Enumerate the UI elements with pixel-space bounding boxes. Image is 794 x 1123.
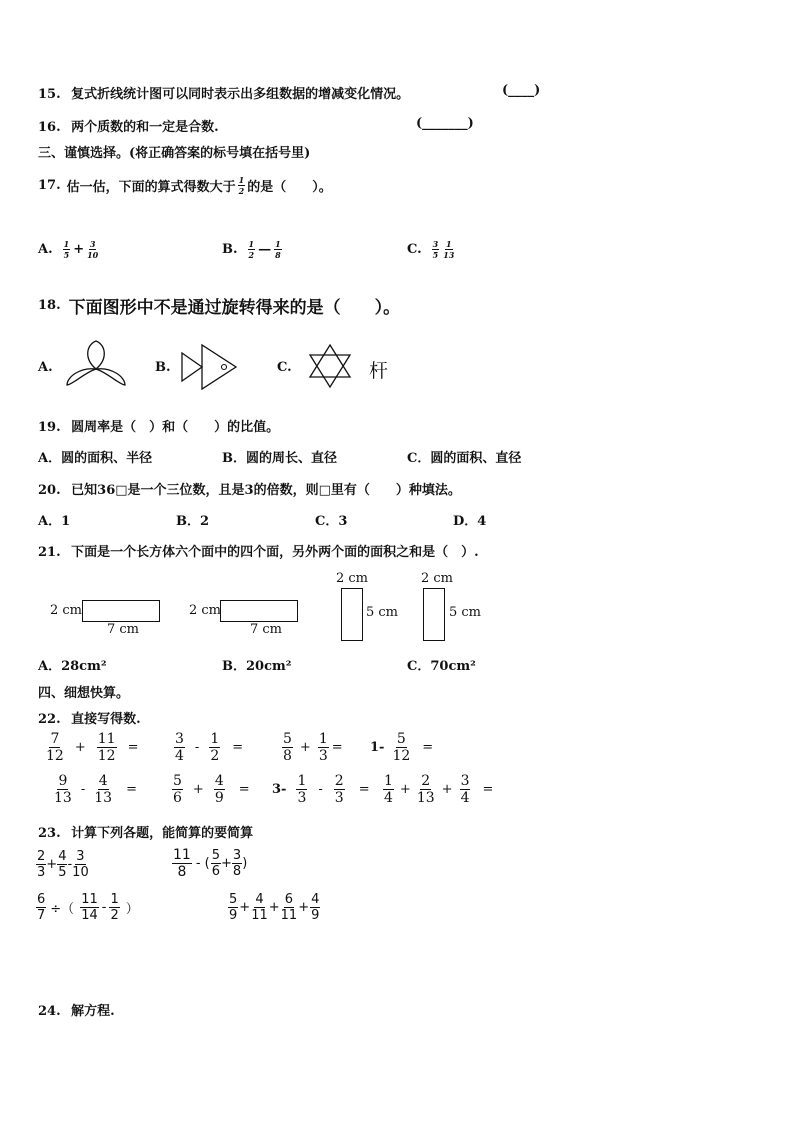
- option-c: C．圆的面积、直径: [407, 451, 522, 466]
- question-number: 23.: [38, 826, 61, 841]
- option-b-label: B.: [155, 360, 171, 375]
- option-c-label: C.: [277, 360, 292, 375]
- question-17: [38, 176, 332, 195]
- question-text: 计算下列各题，能简算的要简算: [71, 826, 254, 841]
- dimension-label: 5 cm: [449, 605, 482, 620]
- option-a: A．1: [38, 514, 71, 529]
- arithmetic-item: $\frac{3}{4}$ - $\frac{1}{2}$ =: [175, 731, 244, 764]
- dimension-label: 2 cm: [336, 571, 369, 586]
- option-c: C．70cm²: [407, 659, 476, 674]
- option-b: B．2: [176, 514, 210, 529]
- expression-2: $\frac{11}{8}$ - ( $\frac{5}{6}$ + $\frac{3}{8}$ ): [173, 847, 248, 880]
- answer-blank: (____): [502, 83, 541, 98]
- question-number: 24.: [38, 1004, 61, 1019]
- question-number: 22.: [38, 712, 61, 727]
- six-point-star-figure: [306, 343, 354, 389]
- question-text: 解方程.: [71, 1004, 115, 1019]
- arithmetic-item: 1- $\frac{5}{12}$ =: [370, 731, 434, 764]
- question-number: 16.: [38, 120, 61, 135]
- question-18: [38, 293, 400, 318]
- expression-1: $\frac{2}{3}$ + $\frac{4}{5}$ - $\frac{3}{10}$: [37, 849, 89, 880]
- option-c: C．3: [315, 514, 348, 529]
- dimension-label: 5 cm: [366, 605, 399, 620]
- question-number: 19.: [38, 420, 61, 435]
- face-rectangle-4: [423, 588, 445, 641]
- question-23: [38, 822, 253, 841]
- arithmetic-item: $\frac{5}{6}$ + $\frac{4}{9}$ =: [173, 773, 250, 806]
- expression-3: $\frac{6}{7}$ ÷（ $\frac{11}{14}$ - $\frac{1}{2}$ ）: [37, 892, 139, 923]
- section-heading-4: 四、细想快算。: [38, 686, 130, 701]
- question-22: [38, 708, 141, 727]
- option-a: A．28cm²: [38, 659, 107, 674]
- question-text: 的是（ ）。: [247, 180, 332, 195]
- arithmetic-item: $\frac{7}{12}$ + $\frac{11}{12}$ =: [46, 731, 139, 764]
- question-text: 两个质数的和一定是合数.: [71, 120, 219, 135]
- section-heading-3: 三、谨慎选择。(将正确答案的标号填在括号里): [38, 146, 311, 161]
- option-a: A. $\frac{1}{5}$ + $\frac{3}{10}$: [38, 239, 99, 260]
- question-text: 下面图形中不是通过旋转得来的是（ ）。: [68, 298, 401, 318]
- option-a-label: A.: [38, 360, 53, 375]
- option-a: A．圆的面积、半径: [38, 451, 153, 466]
- face-rectangle-2: [220, 600, 298, 622]
- question-16: [38, 116, 219, 135]
- question-20: [38, 479, 461, 498]
- question-number: 18.: [38, 298, 61, 313]
- question-number: 17.: [38, 178, 61, 193]
- question-text: 复式折线统计图可以同时表示出多组数据的增减变化情况。: [71, 87, 410, 102]
- question-19: [38, 416, 279, 435]
- question-text: 已知36□是一个三位数，且是3的倍数，则□里有（ ）种填法。: [71, 483, 461, 498]
- question-text: 直接写得数.: [71, 712, 141, 727]
- option-d: D．4: [453, 514, 487, 529]
- character-figure: 杆: [369, 360, 389, 382]
- dimension-label: 2 cm: [421, 571, 454, 586]
- expression-4: $\frac{5}{9}$ + $\frac{4}{11}$ + $\frac{6}{11}$ + $\frac{4}{9}$: [229, 892, 320, 923]
- question-24: [38, 1000, 115, 1019]
- three-petal-figure: [64, 339, 128, 391]
- question-15: [38, 83, 409, 102]
- question-text: 估一估，下面的算式得数大于: [66, 180, 236, 195]
- face-rectangle-1: [82, 600, 160, 622]
- arithmetic-item: $\frac{1}{4}$ + $\frac{2}{13}$ + $\frac{3}{4}$ =: [384, 773, 494, 806]
- dimension-label: 2 cm: [189, 603, 222, 618]
- answer-blank: (_______): [416, 116, 474, 131]
- option-c: C. $\frac{3}{5}$ $\frac{1}{13}$: [407, 239, 455, 260]
- question-number: 20.: [38, 483, 61, 498]
- arithmetic-item: $\frac{9}{13}$ - $\frac{4}{13}$ =: [54, 773, 137, 806]
- option-b: B．圆的周长、直径: [222, 451, 337, 466]
- fish-figure: [180, 343, 240, 391]
- dimension-label: 2 cm: [50, 603, 83, 618]
- option-b: B．20cm²: [222, 659, 292, 674]
- arithmetic-item: 3- $\frac{1}{3}$ - $\frac{2}{3}$ =: [272, 773, 370, 806]
- dimension-label: 7 cm: [250, 622, 283, 637]
- fraction: $\frac{1}{2}$: [238, 175, 245, 196]
- arithmetic-item: $\frac{5}{8}$ + $\frac{1}{3}$ =: [283, 731, 343, 764]
- question-number: 21.: [38, 545, 61, 560]
- question-text: 下面是一个长方体六个面中的四个面，另外两个面的面积之和是（ ）.: [71, 545, 479, 560]
- dimension-label: 7 cm: [107, 622, 140, 637]
- option-b: B. $\frac{1}{2}$ — $\frac{1}{8}$: [222, 239, 281, 260]
- question-text: 圆周率是（ ）和（ ）的比值。: [71, 420, 280, 435]
- face-rectangle-3: [341, 588, 363, 641]
- question-21: [38, 541, 479, 560]
- question-number: 15.: [38, 87, 61, 102]
